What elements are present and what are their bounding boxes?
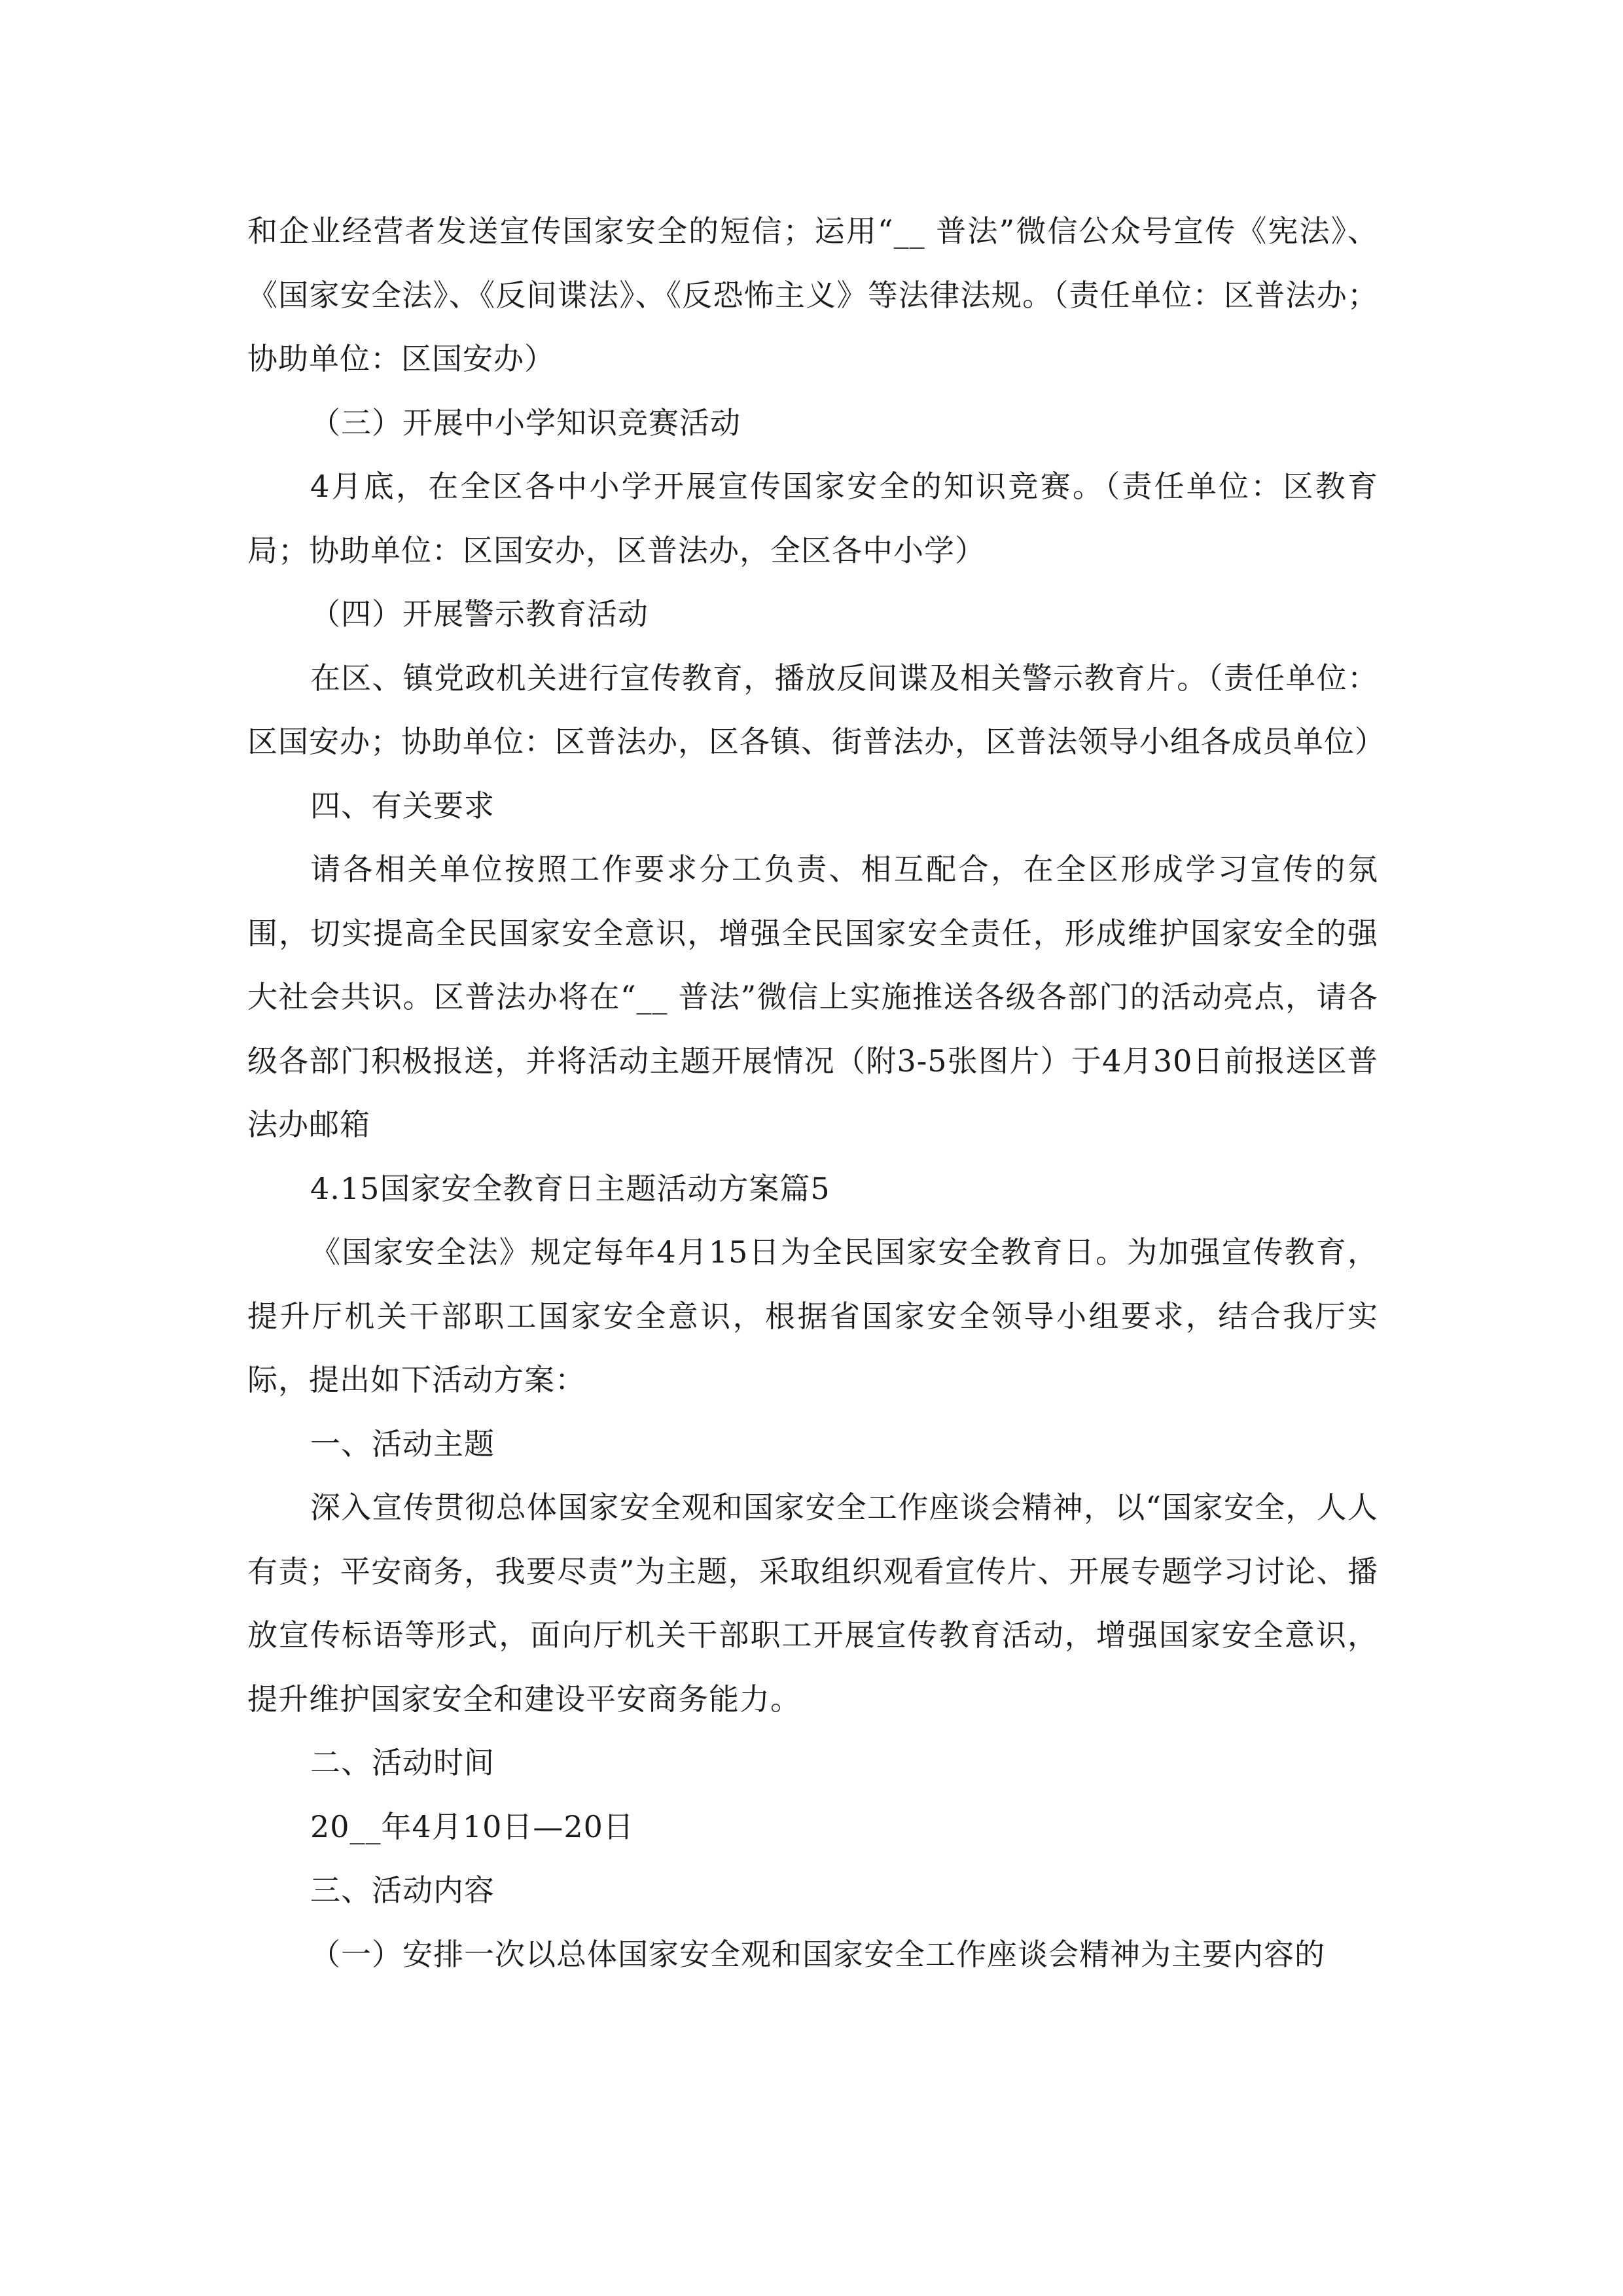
heading-warning-education: （四）开展警示教育活动 bbox=[310, 596, 649, 632]
paragraph-activity-content-1: （一）安排一次以总体国家安全观和国家安全工作座谈会精神为主要内容的 bbox=[310, 1936, 1325, 1972]
paragraph-warning-education: 在区、镇党政机关进行宣传教育，播放反间谍及相关警示教育片。（责任单位：区国安办；协助单位：区普法办，区各镇、街普法办，区普法领导小组各成员单位） bbox=[247, 660, 1385, 759]
paragraph-plan-intro: 《国家安全法》规定每年4月15日为全民国家安全教育日。为加强宣传教育，提升厅机关干部职工国家安全意识，根据省国家安全领导小组要求，结合我厅实际，提出如下活动方案： bbox=[247, 1234, 1378, 1397]
heading-requirements: 四、有关要求 bbox=[310, 787, 495, 823]
paragraph-requirements: 请各相关单位按照工作要求分工负责、相互配合，在全区形成学习宣传的氛围，切实提高全民国家安全意识，增强全民国家安全责任，形成维护国家安全的强大社会共识。区普法办将在“__ 普法”微信上实施推送各级各部门的活动亮点，请各级各部门积极报送，并将活动主题开展情况（附3-5张图片）于4月30日前报送区普法办邮箱 bbox=[247, 852, 1378, 1142]
heading-knowledge-contest: （三）开展中小学知识竞赛活动 bbox=[310, 404, 741, 440]
paragraph-activity-theme: 深入宣传贯彻总体国家安全观和国家安全工作座谈会精神，以“国家安全，人人有责；平安商务，我要尽责”为主题，采取组织观看宣传片、开展专题学习讨论、播放宣传标语等形式，面向厅机关干部职工开展宣传教育活动，增强国家安全意识，提升维护国家安全和建设平安商务能力。 bbox=[247, 1490, 1378, 1717]
paragraph-activity-dates: 20__年4月10日—20日 bbox=[310, 1808, 634, 1844]
heading-activity-time: 二、活动时间 bbox=[310, 1745, 495, 1780]
heading-activity-content: 三、活动内容 bbox=[310, 1873, 495, 1908]
paragraph-knowledge-contest: 4月底，在全区各中小学开展宣传国家安全的知识竞赛。（责任单位：区教育局；协助单位：区国安办，区普法办，全区各中小学） bbox=[247, 469, 1378, 568]
paragraph-sms-publicity: 和企业经营者发送宣传国家安全的短信；运用“__ 普法”微信公众号宣传《宪法》、《国家安全法》、《反间谍法》、《反恐怖主义》等法律法规。（责任单位：区普法办；协助单位：区国安办） bbox=[247, 213, 1378, 376]
heading-activity-theme: 一、活动主题 bbox=[310, 1426, 495, 1462]
document-body bbox=[247, 200, 1385, 1986]
heading-plan-5: 4.15国家安全教育日主题活动方案篇5 bbox=[310, 1170, 830, 1206]
